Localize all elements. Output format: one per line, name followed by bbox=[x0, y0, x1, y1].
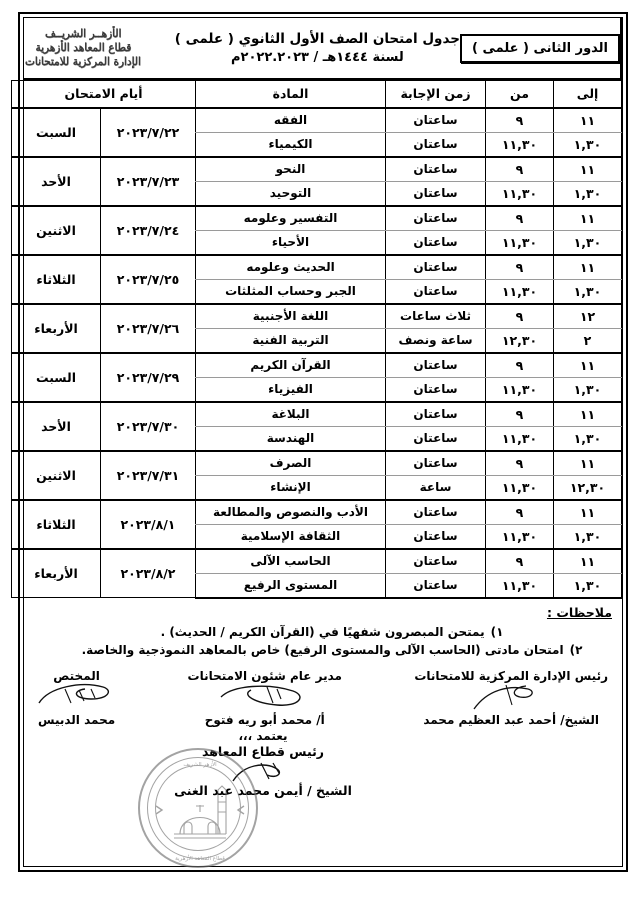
cell-subject: الأدب والنصوص والمطالعة bbox=[196, 500, 386, 525]
cell-subject: الجبر وحساب المثلثات bbox=[196, 279, 386, 304]
cell-exam-date: ٢٠٢٣/٧/٢٢ bbox=[101, 108, 196, 157]
cell-time-to: ٢ bbox=[554, 328, 622, 353]
cell-duration: ساعتان bbox=[386, 500, 486, 525]
cell-exam-day: الاثنين bbox=[12, 451, 101, 500]
cell-subject: اللغة الأجنبية bbox=[196, 304, 386, 329]
cell-time-from: ٩ bbox=[486, 549, 554, 574]
cell-time-from: ١١,٣٠ bbox=[486, 279, 554, 304]
cell-exam-day: السبت bbox=[12, 353, 101, 402]
logo-line-3: الإدارة المركزية للامتحانات bbox=[25, 54, 142, 68]
logo-line-2: قطاع المعاهد الأزهرية bbox=[35, 41, 132, 55]
cell-duration: ساعتان bbox=[386, 279, 486, 304]
cell-subject: الصرف bbox=[196, 451, 386, 476]
cell-time-to: ١,٣٠ bbox=[554, 426, 622, 451]
exam-round-badge: الدور الثانى ( علمى ) bbox=[460, 34, 620, 63]
cell-exam-date: ٢٠٢٣/٨/١ bbox=[101, 500, 196, 549]
column-header-exam-days: أيام الامتحان bbox=[12, 81, 196, 108]
cell-subject: المستوى الرفيع bbox=[196, 573, 386, 598]
signature-block-specialist bbox=[38, 669, 115, 727]
page-subtitle-year: لسنة ١٤٤٤هـ / ٢٠٢٢.٢٠٢٣م bbox=[231, 50, 404, 65]
table-header-row bbox=[12, 81, 622, 108]
approval-block bbox=[24, 729, 622, 798]
exam-schedule-table bbox=[11, 80, 622, 599]
signature-role: رئيس الإدارة المركزية للامتحانات bbox=[414, 668, 608, 683]
cell-time-from: ٩ bbox=[486, 157, 554, 182]
cell-duration: ساعة bbox=[386, 475, 486, 500]
signature-row bbox=[24, 665, 622, 727]
cell-duration: ساعتان bbox=[386, 426, 486, 451]
cell-duration: ساعتان bbox=[386, 377, 486, 402]
cell-time-to: ١١ bbox=[554, 402, 622, 427]
signature-name: الشيخ/ أحمد عبد العظيم محمد bbox=[423, 712, 600, 727]
cell-subject: الأحياء bbox=[196, 230, 386, 255]
column-header-from: من bbox=[486, 81, 554, 108]
document-page bbox=[18, 12, 628, 872]
cell-time-from: ١١,٣٠ bbox=[486, 181, 554, 206]
cell-duration: ساعتان bbox=[386, 181, 486, 206]
cell-time-to: ١٢ bbox=[554, 304, 622, 329]
table-row bbox=[12, 451, 622, 476]
signature-block-exam-affairs-director bbox=[188, 669, 342, 727]
cell-duration: ساعتان bbox=[386, 573, 486, 598]
cell-time-from: ٩ bbox=[486, 255, 554, 280]
cell-time-from: ١١,٣٠ bbox=[486, 132, 554, 157]
cell-time-to: ١,٣٠ bbox=[554, 524, 622, 549]
cell-time-to: ١١ bbox=[554, 451, 622, 476]
cell-time-from: ٩ bbox=[486, 402, 554, 427]
cell-duration: ساعتان bbox=[386, 353, 486, 378]
cell-time-from: ١١,٣٠ bbox=[486, 377, 554, 402]
note-text: امتحان مادتى (الحاسب الآلى والمستوى الرفيع) خاص بالمعاهد النموذجية والخاصة. bbox=[81, 642, 564, 657]
document-header bbox=[24, 18, 622, 80]
cell-subject: الهندسة bbox=[196, 426, 386, 451]
cell-exam-day: السبت bbox=[12, 108, 101, 157]
cell-exam-date: ٢٠٢٣/٧/٣٠ bbox=[101, 402, 196, 451]
handwritten-signature-icon bbox=[414, 683, 608, 713]
cell-duration: ساعتان bbox=[386, 157, 486, 182]
cell-time-to: ١,٣٠ bbox=[554, 132, 622, 157]
table-body bbox=[12, 108, 622, 598]
cell-subject: الحديث وعلومه bbox=[196, 255, 386, 280]
cell-exam-day: الاثنين bbox=[12, 206, 101, 255]
logo-line-1: الأزهــر الشريــف bbox=[45, 27, 122, 41]
cell-duration: ساعتان bbox=[386, 132, 486, 157]
cell-time-from: ١١,٣٠ bbox=[486, 524, 554, 549]
official-seal-icon bbox=[138, 748, 258, 868]
page-title: جدول امتحان الصف الأول الثانوي ( علمى ) bbox=[174, 31, 460, 47]
table-row bbox=[12, 549, 622, 574]
note-item bbox=[34, 625, 612, 639]
cell-exam-date: ٢٠٢٣/٨/٢ bbox=[101, 549, 196, 598]
cell-subject: التفسير وعلومه bbox=[196, 206, 386, 231]
cell-subject: الفيزياء bbox=[196, 377, 386, 402]
note-item bbox=[34, 643, 612, 657]
signature-name: أ/ محمد أبو ريه فتوح bbox=[204, 712, 325, 727]
cell-time-to: ١١ bbox=[554, 108, 622, 133]
exam-round-cell bbox=[460, 18, 622, 78]
cell-subject: البلاغة bbox=[196, 402, 386, 427]
notes-section bbox=[24, 599, 622, 663]
cell-time-to: ١,٣٠ bbox=[554, 573, 622, 598]
cell-time-to: ١١ bbox=[554, 255, 622, 280]
column-header-subject: المادة bbox=[196, 81, 386, 108]
cell-time-to: ١١ bbox=[554, 206, 622, 231]
approval-name: الشيخ / أيمن محمد عبد الغنى bbox=[174, 782, 352, 798]
handwritten-signature-icon bbox=[38, 683, 115, 713]
cell-subject: التوحيد bbox=[196, 181, 386, 206]
cell-time-from: ١١,٣٠ bbox=[486, 573, 554, 598]
cell-time-to: ١١ bbox=[554, 500, 622, 525]
cell-duration: ساعة ونصف bbox=[386, 328, 486, 353]
column-header-to: إلى bbox=[554, 81, 622, 108]
cell-exam-day: الثلاثاء bbox=[12, 255, 101, 304]
cell-time-from: ١٢,٣٠ bbox=[486, 328, 554, 353]
svg-text:الأزهر الشريف: الأزهر الشريف bbox=[183, 762, 217, 768]
notes-title: ملاحظات : bbox=[546, 604, 612, 620]
cell-subject: الثقافة الإسلامية bbox=[196, 524, 386, 549]
cell-duration: ساعتان bbox=[386, 451, 486, 476]
svg-text:قطاع المعاهد الأزهرية: قطاع المعاهد الأزهرية bbox=[175, 856, 225, 862]
table-row bbox=[12, 108, 622, 133]
cell-duration: ساعتان bbox=[386, 524, 486, 549]
cell-time-to: ١١ bbox=[554, 549, 622, 574]
cell-duration: ثلاث ساعات bbox=[386, 304, 486, 329]
handwritten-signature-icon bbox=[188, 683, 342, 713]
cell-time-from: ٩ bbox=[486, 500, 554, 525]
table-row bbox=[12, 206, 622, 231]
cell-time-from: ٩ bbox=[486, 304, 554, 329]
cell-subject: الحاسب الآلى bbox=[196, 549, 386, 574]
cell-exam-date: ٢٠٢٣/٧/٢٤ bbox=[101, 206, 196, 255]
cell-duration: ساعتان bbox=[386, 108, 486, 133]
table-row bbox=[12, 500, 622, 525]
note-index: ١) bbox=[490, 624, 504, 639]
cell-subject: النحو bbox=[196, 157, 386, 182]
cell-subject: الفقه bbox=[196, 108, 386, 133]
cell-time-to: ١١ bbox=[554, 157, 622, 182]
approval-role: رئيس قطاع المعاهد bbox=[202, 743, 324, 759]
signature-name: محمد الدبيس bbox=[38, 712, 116, 727]
cell-exam-day: الثلاثاء bbox=[12, 500, 101, 549]
column-header-duration: زمن الإجابة bbox=[386, 81, 486, 108]
cell-time-to: ١,٣٠ bbox=[554, 279, 622, 304]
cell-exam-date: ٢٠٢٣/٧/٢٥ bbox=[101, 255, 196, 304]
table-row bbox=[12, 255, 622, 280]
cell-time-from: ٩ bbox=[486, 206, 554, 231]
cell-exam-day: الأحد bbox=[12, 157, 101, 206]
signature-role: المختص bbox=[53, 668, 100, 683]
note-index: ٢) bbox=[569, 642, 583, 657]
cell-exam-date: ٢٠٢٣/٧/٢٣ bbox=[101, 157, 196, 206]
document-title-block bbox=[175, 18, 460, 78]
cell-exam-date: ٢٠٢٣/٧/٢٩ bbox=[101, 353, 196, 402]
cell-subject: الكيمياء bbox=[196, 132, 386, 157]
cell-exam-day: الأحد bbox=[12, 402, 101, 451]
cell-exam-date: ٢٠٢٣/٧/٢٦ bbox=[101, 304, 196, 353]
azhar-logo bbox=[0, 18, 175, 78]
cell-time-from: ٩ bbox=[486, 353, 554, 378]
signature-block-head-of-central-admin bbox=[414, 669, 608, 727]
cell-subject: التربية الفنية bbox=[196, 328, 386, 353]
cell-time-to: ١٢,٣٠ bbox=[554, 475, 622, 500]
table-row bbox=[12, 157, 622, 182]
document-inner-border bbox=[23, 17, 623, 867]
cell-time-from: ٩ bbox=[486, 451, 554, 476]
table-row bbox=[12, 353, 622, 378]
cell-time-from: ٩ bbox=[486, 108, 554, 133]
cell-subject: الإنشاء bbox=[196, 475, 386, 500]
cell-duration: ساعتان bbox=[386, 255, 486, 280]
cell-duration: ساعتان bbox=[386, 230, 486, 255]
approval-label: يعتمد ،،، bbox=[238, 728, 288, 743]
signature-role: مدير عام شئون الامتحانات bbox=[187, 668, 342, 683]
cell-time-to: ١١ bbox=[554, 353, 622, 378]
cell-duration: ساعتان bbox=[386, 402, 486, 427]
note-text: يمتحن المبصرون شفهيًا في (القرآن الكريم / الحديث) . bbox=[160, 624, 485, 639]
cell-exam-day: الأربعاء bbox=[12, 549, 101, 598]
cell-duration: ساعتان bbox=[386, 206, 486, 231]
cell-time-from: ١١,٣٠ bbox=[486, 475, 554, 500]
cell-time-to: ١,٣٠ bbox=[554, 377, 622, 402]
cell-exam-day: الأربعاء bbox=[12, 304, 101, 353]
cell-duration: ساعتان bbox=[386, 549, 486, 574]
cell-time-to: ١,٣٠ bbox=[554, 230, 622, 255]
cell-exam-date: ٢٠٢٣/٧/٣١ bbox=[101, 451, 196, 500]
cell-time-from: ١١,٣٠ bbox=[486, 230, 554, 255]
table-row bbox=[12, 402, 622, 427]
cell-subject: القرآن الكريم bbox=[196, 353, 386, 378]
cell-time-from: ١١,٣٠ bbox=[486, 426, 554, 451]
cell-time-to: ١,٣٠ bbox=[554, 181, 622, 206]
table-row bbox=[12, 304, 622, 329]
